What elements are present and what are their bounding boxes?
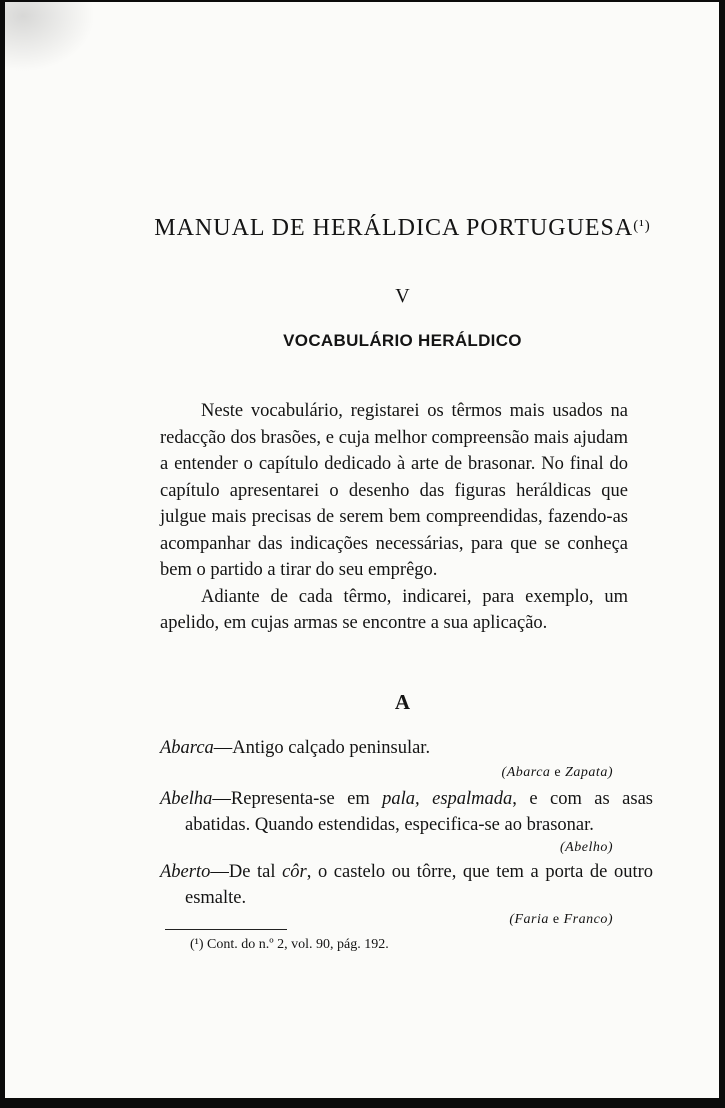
part-numeral: V [395,285,410,307]
vocabulary-entry [160,786,653,838]
footnote-text: Cont. do n.º 2, vol. 90, pág. 192. [207,937,389,952]
entry-definition: , e com as asas abatidas. Quando estendidas, especifica-se ao brasonar. [185,789,653,835]
vocabulary-entry [160,859,653,911]
entry-example: (Faria e Franco) [509,912,613,927]
entry-definition-italic: côr [282,862,307,882]
intro-paragraph: Neste vocabulário, registarei os têrmos mais usados na redacção dos brasões, e cuja melhor compreensão mais ajudam a entender o capítulo dedicado à arte de brasonar. No final do capítulo apresentarei o desenho das figuras heráldicas que julgue mais precisas de serem bem compreendidas, fazendo-as acompanhar das indicações necessárias, para que se conheça bem o partido a tirar do seu emprêgo. [160,401,628,580]
scan-smudge [5,2,95,72]
entry-term: Abelha [160,789,213,809]
page-title-text: MANUAL DE HERÁLDICA PORTUGUESA [154,215,634,241]
vocabulary-entry [160,735,653,761]
entry-example: (Abarca e Zapata) [501,765,613,780]
footnote-divider [165,929,287,930]
entry-term: Abarca [160,738,214,758]
example-name: Faria [514,912,549,927]
entry-definition: —Antigo calçado peninsular. [213,738,431,758]
footnote [190,937,389,953]
example-name: Franco [563,912,608,927]
entry-definition-italic: pala, espalmada [382,789,513,809]
title-footnote-marker: (¹) [633,218,651,234]
entry-term: Aberto [160,862,211,882]
section-title: VOCABULÁRIO HERÁLDICO [283,331,522,350]
document-page [5,2,719,1098]
section-letter: A [394,690,411,714]
entry-example: (Abelho) [560,840,613,855]
intro-paragraph: Adiante de cada têrmo, indicarei, para exemplo, um apelido, em cujas armas se encontre a sua aplicação. [160,586,628,633]
example-name: Abelho [565,840,608,855]
example-name: Zapata [565,765,608,780]
example-connector: e [552,912,560,927]
entry-definition: —De tal [210,862,283,882]
example-name: Abarca [506,765,551,780]
page-title [5,215,719,242]
entry-definition: , o castelo ou tôrre, que tem a porta de outro esmalte. [185,862,653,908]
footnote-marker: (¹) [190,937,204,952]
entry-definition: —Representa-se em [212,789,383,809]
example-connector: e [554,765,562,780]
intro-text [160,398,628,637]
